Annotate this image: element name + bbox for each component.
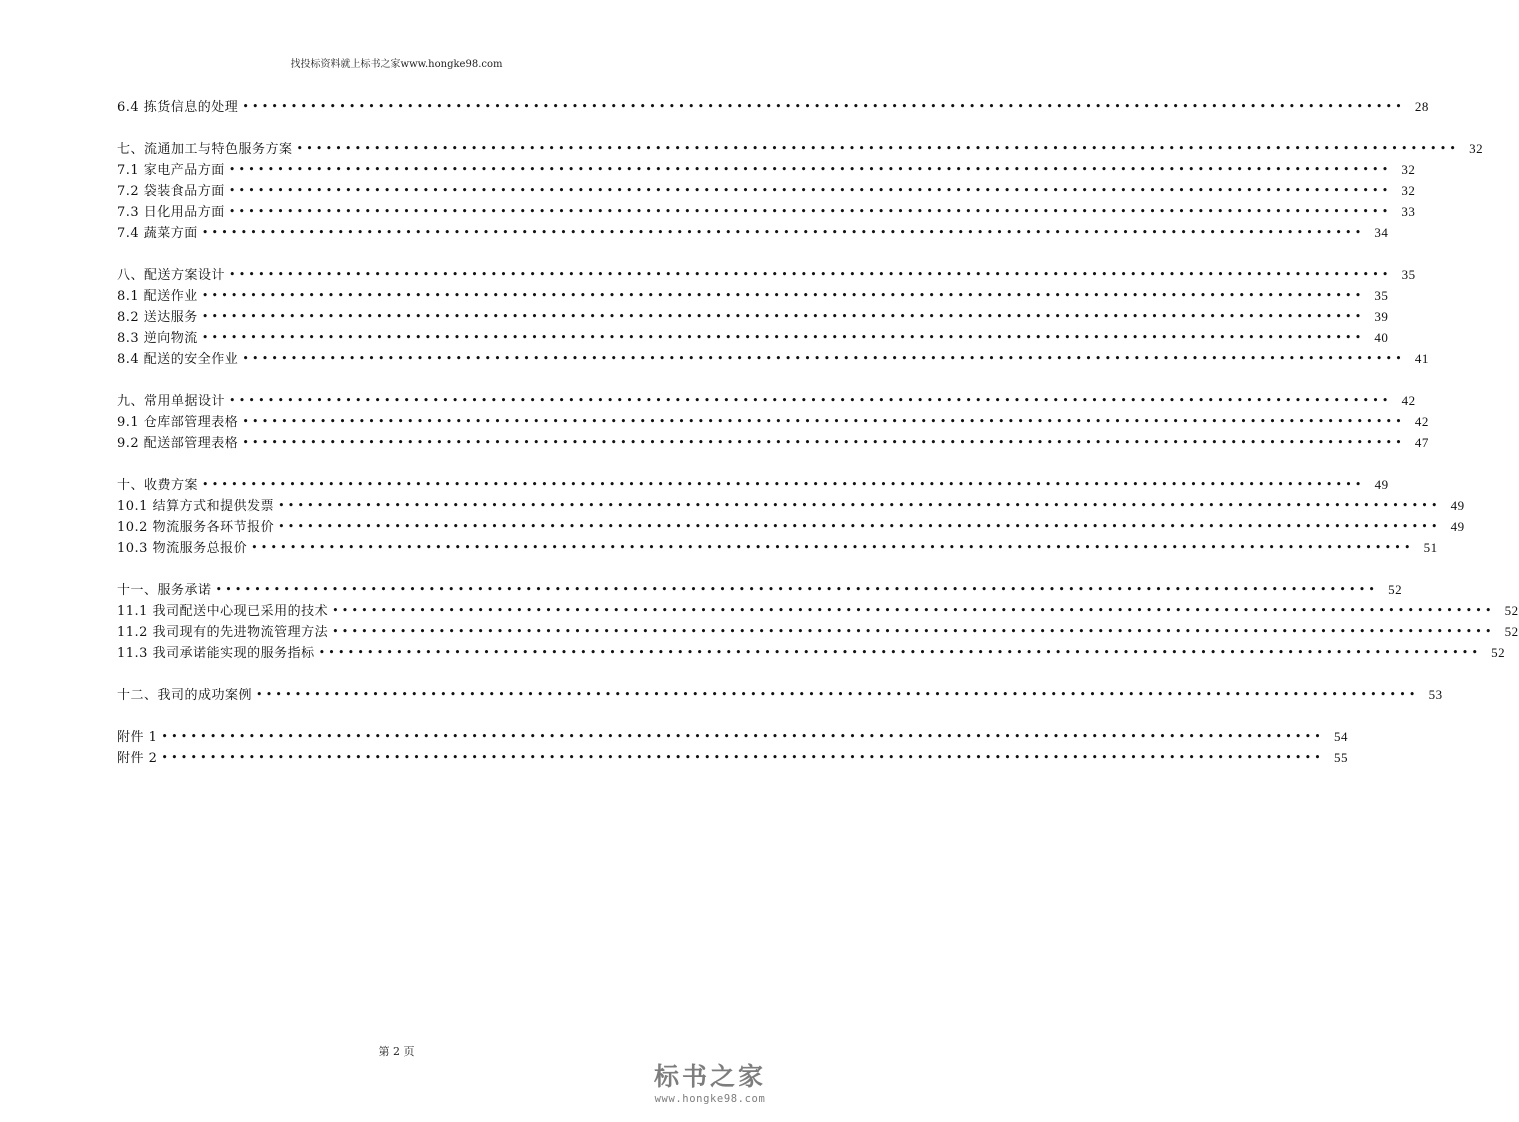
logo-url: www.hongke98.com — [654, 1093, 766, 1105]
toc-entry[interactable] — [117, 621, 1519, 642]
toc-entry-title: 10.2 物流服务各环节报价 — [117, 520, 275, 535]
toc-page-number: 49 — [1374, 477, 1389, 492]
toc-page-number: 34 — [1374, 225, 1389, 240]
toc-page-number: 39 — [1374, 309, 1389, 324]
toc-page-number: 52 — [1504, 603, 1519, 618]
page-number: 第 2 页 — [378, 1045, 415, 1058]
toc-entry[interactable] — [117, 537, 1438, 558]
toc-entry-title: 九、常用单据设计 — [117, 394, 226, 409]
toc-entry[interactable] — [117, 411, 1429, 432]
toc-entry-title: 7.1 家电产品方面 — [117, 163, 225, 178]
dot-leader: •••••••••••••••••••••••••••••••••••••••••••••••••••••••••••••••••••••••••••••••••••••••••••••••••••••••••••••••••••••••• — [228, 184, 1392, 197]
toc-group — [117, 726, 1348, 768]
dot-leader: •••••••••••••••••••••••••••••••••••••••••••••••••••••••••••••••••••••••••••••••••••••••••••••••••••••••••••••••••••••••• — [228, 205, 1392, 218]
toc-page-number: 33 — [1401, 204, 1416, 219]
toc-entry[interactable] — [117, 285, 1389, 306]
dot-leader: •••••••••••••••••••••••••••••••••••••••••••••••••••••••••••••••••••••••••••••••••••••••••••••••••••••••••••••••••••••••• — [161, 730, 1324, 743]
dot-leader: •••••••••••••••••••••••••••••••••••••••••••••••••••••••••••••••••••••••••••••••••••••••••••••••••••••••••••••••••••••••• — [201, 331, 1365, 344]
dot-leader: •••••••••••••••••••••••••••••••••••••••••••••••••••••••••••••••••••••••••••••••••••••••••••••••••••••••••••••••••••••••• — [242, 436, 1405, 449]
toc-page-number: 28 — [1414, 99, 1429, 114]
toc-page-number: 32 — [1469, 141, 1484, 156]
toc-entry[interactable] — [117, 327, 1389, 348]
toc-group — [117, 474, 1465, 558]
toc-page-number: 35 — [1374, 288, 1389, 303]
toc-entry-title: 7.3 日化用品方面 — [117, 205, 225, 220]
dot-leader: •••••••••••••••••••••••••••••••••••••••••••••••••••••••••••••••••••••••••••••••••••••••••••••••••••••••••••••••••••••••• — [228, 163, 1392, 176]
dot-leader: •••••••••••••••••••••••••••••••••••••••••••••••••••••••••••••••••••••••••••••••••••••••••••••••••••••••••••••••••••••••• — [229, 268, 1392, 281]
toc-group — [117, 138, 1484, 243]
dot-leader: •••••••••••••••••••••••••••••••••••••••••••••••••••••••••••••••••••••••••••••••••••••••••••••••••••••••••••••••••••••••• — [229, 394, 1392, 407]
dot-leader: •••••••••••••••••••••••••••••••••••••••••••••••••••••••••••••••••••••••••••••••••••••••••••••••••••••••••••••••••••••••• — [296, 142, 1460, 155]
dot-leader: •••••••••••••••••••••••••••••••••••••••••••••••••••••••••••••••••••••••••••••••••••••••••••••••••••••••••••••••••••••••• — [242, 415, 1405, 428]
toc-entry[interactable] — [117, 96, 1429, 117]
toc-entry[interactable] — [117, 642, 1506, 663]
toc-group — [117, 390, 1429, 453]
toc-entry-title: 11.3 我司承诺能实现的服务指标 — [117, 646, 315, 661]
toc-entry[interactable] — [117, 600, 1519, 621]
page-header: 找投标资料就上标书之家www.hongke98.com — [290, 59, 503, 70]
toc-entry[interactable] — [117, 726, 1348, 747]
dot-leader: •••••••••••••••••••••••••••••••••••••••••••••••••••••••••••••••••••••••••••••••••••••••••••••••••••••••••••••••••••••••• — [251, 541, 1414, 554]
toc-entry-title: 11.1 我司配送中心现已采用的技术 — [117, 604, 329, 619]
toc-entry[interactable] — [117, 138, 1484, 159]
toc-entry[interactable] — [117, 348, 1429, 369]
watermark-logo — [635, 1062, 785, 1106]
toc-entry[interactable] — [117, 264, 1416, 285]
toc-page-number: 52 — [1388, 582, 1403, 597]
dot-leader: •••••••••••••••••••••••••••••••••••••••••••••••••••••••••••••••••••••••••••••••••••••••••••••••••••••••••••••••••••••••• — [332, 604, 1495, 617]
toc-page-number: 32 — [1401, 162, 1416, 177]
dot-leader: •••••••••••••••••••••••••••••••••••••••••••••••••••••••••••••••••••••••••••••••••••••••••••••••••••••••••••••••••••••••• — [242, 352, 1405, 365]
dot-leader: •••••••••••••••••••••••••••••••••••••••••••••••••••••••••••••••••••••••••••••••••••••••••••••••••••••••••••••••••••••••• — [161, 751, 1324, 764]
toc-page-number: 40 — [1374, 330, 1389, 345]
toc-page-number: 49 — [1450, 519, 1465, 534]
toc-entry[interactable] — [117, 222, 1389, 243]
toc-page-number: 51 — [1423, 540, 1438, 555]
dot-leader: •••••••••••••••••••••••••••••••••••••••••••••••••••••••••••••••••••••••••••••••••••••••••••••••••••••••••••••••••••••••• — [201, 226, 1365, 239]
dot-leader: •••••••••••••••••••••••••••••••••••••••••••••••••••••••••••••••••••••••••••••••••••••••••••••••••••••••••••••••••••••••• — [202, 478, 1365, 491]
toc-entry[interactable] — [117, 180, 1416, 201]
dot-leader: •••••••••••••••••••••••••••••••••••••••••••••••••••••••••••••••••••••••••••••••••••••••••••••••••••••••••••••••••••••••• — [201, 289, 1365, 302]
toc-page-number: 52 — [1504, 624, 1519, 639]
toc-entry[interactable] — [117, 201, 1416, 222]
toc-page-number: 53 — [1428, 687, 1443, 702]
toc-entry-title: 10.3 物流服务总报价 — [117, 541, 248, 556]
toc-page-number: 42 — [1401, 393, 1416, 408]
dot-leader: •••••••••••••••••••••••••••••••••••••••••••••••••••••••••••••••••••••••••••••••••••••••••••••••••••••••••••••••••••••••• — [318, 646, 1482, 659]
toc-group — [117, 684, 1443, 705]
toc-group — [117, 96, 1429, 117]
toc-entry[interactable] — [117, 747, 1348, 768]
table-of-contents — [117, 96, 1519, 789]
toc-entry-title: 7.4 蔬菜方面 — [117, 226, 198, 241]
toc-page-number: 54 — [1334, 729, 1348, 744]
toc-entry-title: 8.3 逆向物流 — [117, 331, 198, 346]
dot-leader: •••••••••••••••••••••••••••••••••••••••••••••••••••••••••••••••••••••••••••••••••••••••••••••••••••••••••••••••••••••••• — [215, 583, 1379, 596]
dot-leader: •••••••••••••••••••••••••••••••••••••••••••••••••••••••••••••••••••••••••••••••••••••••••••••••••••••••••••••••••••••••• — [256, 688, 1419, 701]
toc-group — [117, 264, 1429, 369]
toc-page-number: 55 — [1334, 750, 1348, 765]
toc-entry-title: 9.1 仓库部管理表格 — [117, 415, 239, 430]
toc-entry[interactable] — [117, 474, 1389, 495]
logo-brand: 标书之家 — [653, 1062, 766, 1091]
toc-entry[interactable] — [117, 390, 1416, 411]
toc-entry-title: 十、收费方案 — [117, 478, 199, 493]
toc-entry-title: 七、流通加工与特色服务方案 — [117, 142, 293, 157]
toc-entry-title: 8.2 送达服务 — [117, 310, 198, 325]
toc-page-number: 47 — [1414, 435, 1429, 450]
toc-entry[interactable] — [117, 432, 1429, 453]
toc-entry[interactable] — [117, 495, 1465, 516]
toc-entry-title: 6.4 拣货信息的处理 — [117, 100, 239, 115]
toc-page-number: 32 — [1401, 183, 1416, 198]
toc-entry-title: 10.1 结算方式和提供发票 — [117, 499, 275, 514]
dot-leader: •••••••••••••••••••••••••••••••••••••••••••••••••••••••••••••••••••••••••••••••••••••••••••••••••••••••••••••••••••••••• — [278, 499, 1441, 512]
toc-entry-title: 8.1 配送作业 — [117, 289, 198, 304]
dot-leader: •••••••••••••••••••••••••••••••••••••••••••••••••••••••••••••••••••••••••••••••••••••••••••••••••••••••••••••••••••••••• — [332, 625, 1495, 638]
dot-leader: •••••••••••••••••••••••••••••••••••••••••••••••••••••••••••••••••••••••••••••••••••••••••••••••••••••••••••••••••••••••• — [201, 310, 1365, 323]
toc-entry[interactable] — [117, 579, 1403, 600]
toc-entry-title: 11.2 我司现有的先进物流管理方法 — [117, 625, 329, 640]
toc-entry-title: 十一、服务承诺 — [117, 583, 212, 598]
toc-entry-title: 附件 2 — [117, 751, 158, 766]
toc-page-number: 42 — [1414, 414, 1429, 429]
toc-entry-title: 十二、我司的成功案例 — [117, 688, 253, 703]
toc-entry-title: 附件 1 — [117, 730, 158, 745]
toc-entry-title: 9.2 配送部管理表格 — [117, 436, 239, 451]
toc-page-number: 35 — [1401, 267, 1416, 282]
toc-entry[interactable] — [117, 159, 1416, 180]
toc-page-number: 41 — [1414, 351, 1429, 366]
toc-entry[interactable] — [117, 684, 1443, 705]
toc-entry[interactable] — [117, 516, 1465, 537]
dot-leader: •••••••••••••••••••••••••••••••••••••••••••••••••••••••••••••••••••••••••••••••••••••••••••••••••••••••••••••••••••••••• — [278, 520, 1441, 533]
dot-leader: •••••••••••••••••••••••••••••••••••••••••••••••••••••••••••••••••••••••••••••••••••••••••••••••••••••••••••••••••••••••• — [242, 100, 1405, 113]
toc-group — [117, 579, 1519, 663]
toc-entry-title: 7.2 袋装食品方面 — [117, 184, 225, 199]
toc-entry-title: 八、配送方案设计 — [117, 268, 226, 283]
toc-entry-title: 8.4 配送的安全作业 — [117, 352, 239, 367]
toc-page-number: 52 — [1491, 645, 1506, 660]
toc-page-number: 49 — [1450, 498, 1465, 513]
toc-entry[interactable] — [117, 306, 1389, 327]
